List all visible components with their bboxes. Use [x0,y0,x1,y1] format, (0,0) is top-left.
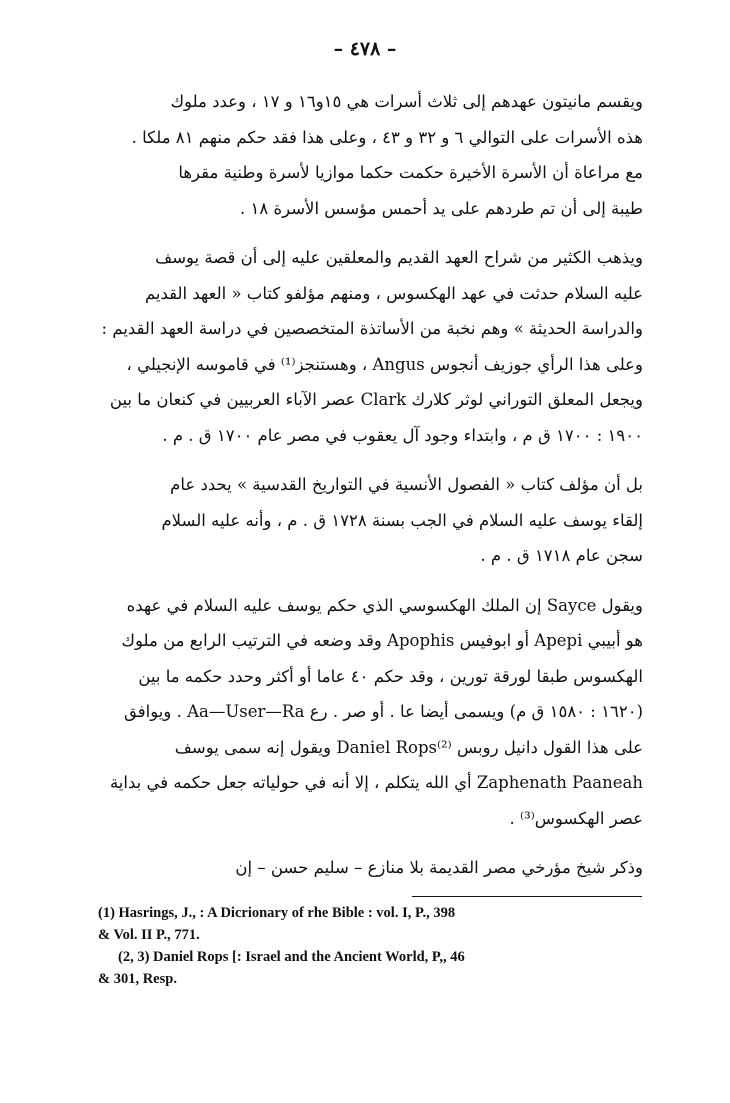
footnote-2-3: (2, 3) Daniel Rops [: Israel and the Ancient World, P,, 46 [118,949,465,965]
text-line: ويقسم مانيتون عهدهم إلى ثلاث أسرات هي ١٥و١٦ و ١٧ ، وعدد ملوك [170,92,643,111]
text-line: (١٦٢٠ : ١٥٨٠ ق م) ويسمى أيضا عا . أو صر . رع Aa—User—Ra . ويوافق [124,702,643,721]
paragraph-commentators [98,240,643,453]
paragraph-selim-hassan [98,850,643,886]
text-line: سجن عام ١٧١٨ ق . م . [480,546,643,565]
paragraph-joseph-dates [98,467,643,574]
text-line: ويجعل المعلق التوراني لوثر كلارك Clark عصر الآباء العربيين في كنعان ما بين [109,390,643,409]
footnote-divider [412,896,642,897]
body-text [98,84,643,900]
text-line: وذكر شيخ مؤرخي مصر القديمة بلا منازع – سليم حسن – إن [235,858,643,877]
footnote-1: (1) Hasrings, J., : A Dicrionary of rhe Bible : vol. I, P., 398 [98,905,456,921]
text-line: عصر الهكسوس⁽³⁾ . [509,808,643,828]
page-number: – ٤٧٨ – [333,38,397,60]
footnote-2-3-continued: & 301, Resp. [98,971,177,987]
footnotes [98,902,643,990]
text-line: ويقول Sayce إن الملك الهكسوسي الذي حكم يوسف عليه السلام في عهده [126,595,643,615]
text-line: هو أبيبي Apepi أو ابوفيس Apophis وقد وضعه في الترتيب الرابع من ملوك [121,631,643,650]
text-line: طيبة إلى أن تم طردهم على يد أحمس مؤسس الأسرة ١٨ . [240,198,643,218]
text-line: على هذا القول دانيل روبس Daniel Rops⁽²⁾ ويقول إنه سمى يوسف [174,737,643,757]
text-line: إلقاء يوسف عليه السلام في الجب بسنة ١٧٢٨ ق . م ، وأنه عليه السلام [161,510,643,530]
text-line: وعلى هذا الرأي جوزيف أنجوس Angus ، وهستنجز⁽¹⁾ في قاموسه الإنجيلي ، [126,354,643,374]
text-line: هذه الأسرات على التوالي ٦ و ٣٢ و ٤٣ ، وعلى هذا فقد حكم منهم ٨١ ملكا . [131,127,643,147]
paragraph-sayce [98,588,643,837]
paragraph-hyksos-dynasties [98,84,643,226]
text-line: ١٩٠٠ : ١٧٠٠ ق م ، وابتداء وجود آل يعقوب في مصر عام ١٧٠٠ ق . م . [162,425,643,445]
text-line: الهكسوس طبقا لورقة تورين ، وقد حكم ٤٠ عاما أو أكثر وحدد حكمه ما بين [138,666,643,686]
text-line: والدراسة الحديثة » وهم نخبة من الأساتذة المتخصصين في دراسة العهد القديم : [101,319,643,338]
footnote-1-continued: & Vol. II P., 771. [98,927,200,943]
text-line: مع مراعاة أن الأسرة الأخيرة حكمت حكما موازيا لأسرة وطنية مقرها [178,163,643,182]
text-line: بل أن مؤلف كتاب « الفصول الأنسية في التواريخ القدسية » يحدد عام [170,475,643,494]
text-line: ويذهب الكثير من شراح العهد القديم والمعلقين عليه إلى أن قصة يوسف [155,248,643,267]
text-line: عليه السلام حدثت في عهد الهكسوس ، ومنهم مؤلفو كتاب « العهد القديم [144,283,643,303]
text-line: Zaphenath Paaneah أي الله يتكلم ، إلا أنه في حولياته جعل حكمه في بداية [109,773,643,792]
